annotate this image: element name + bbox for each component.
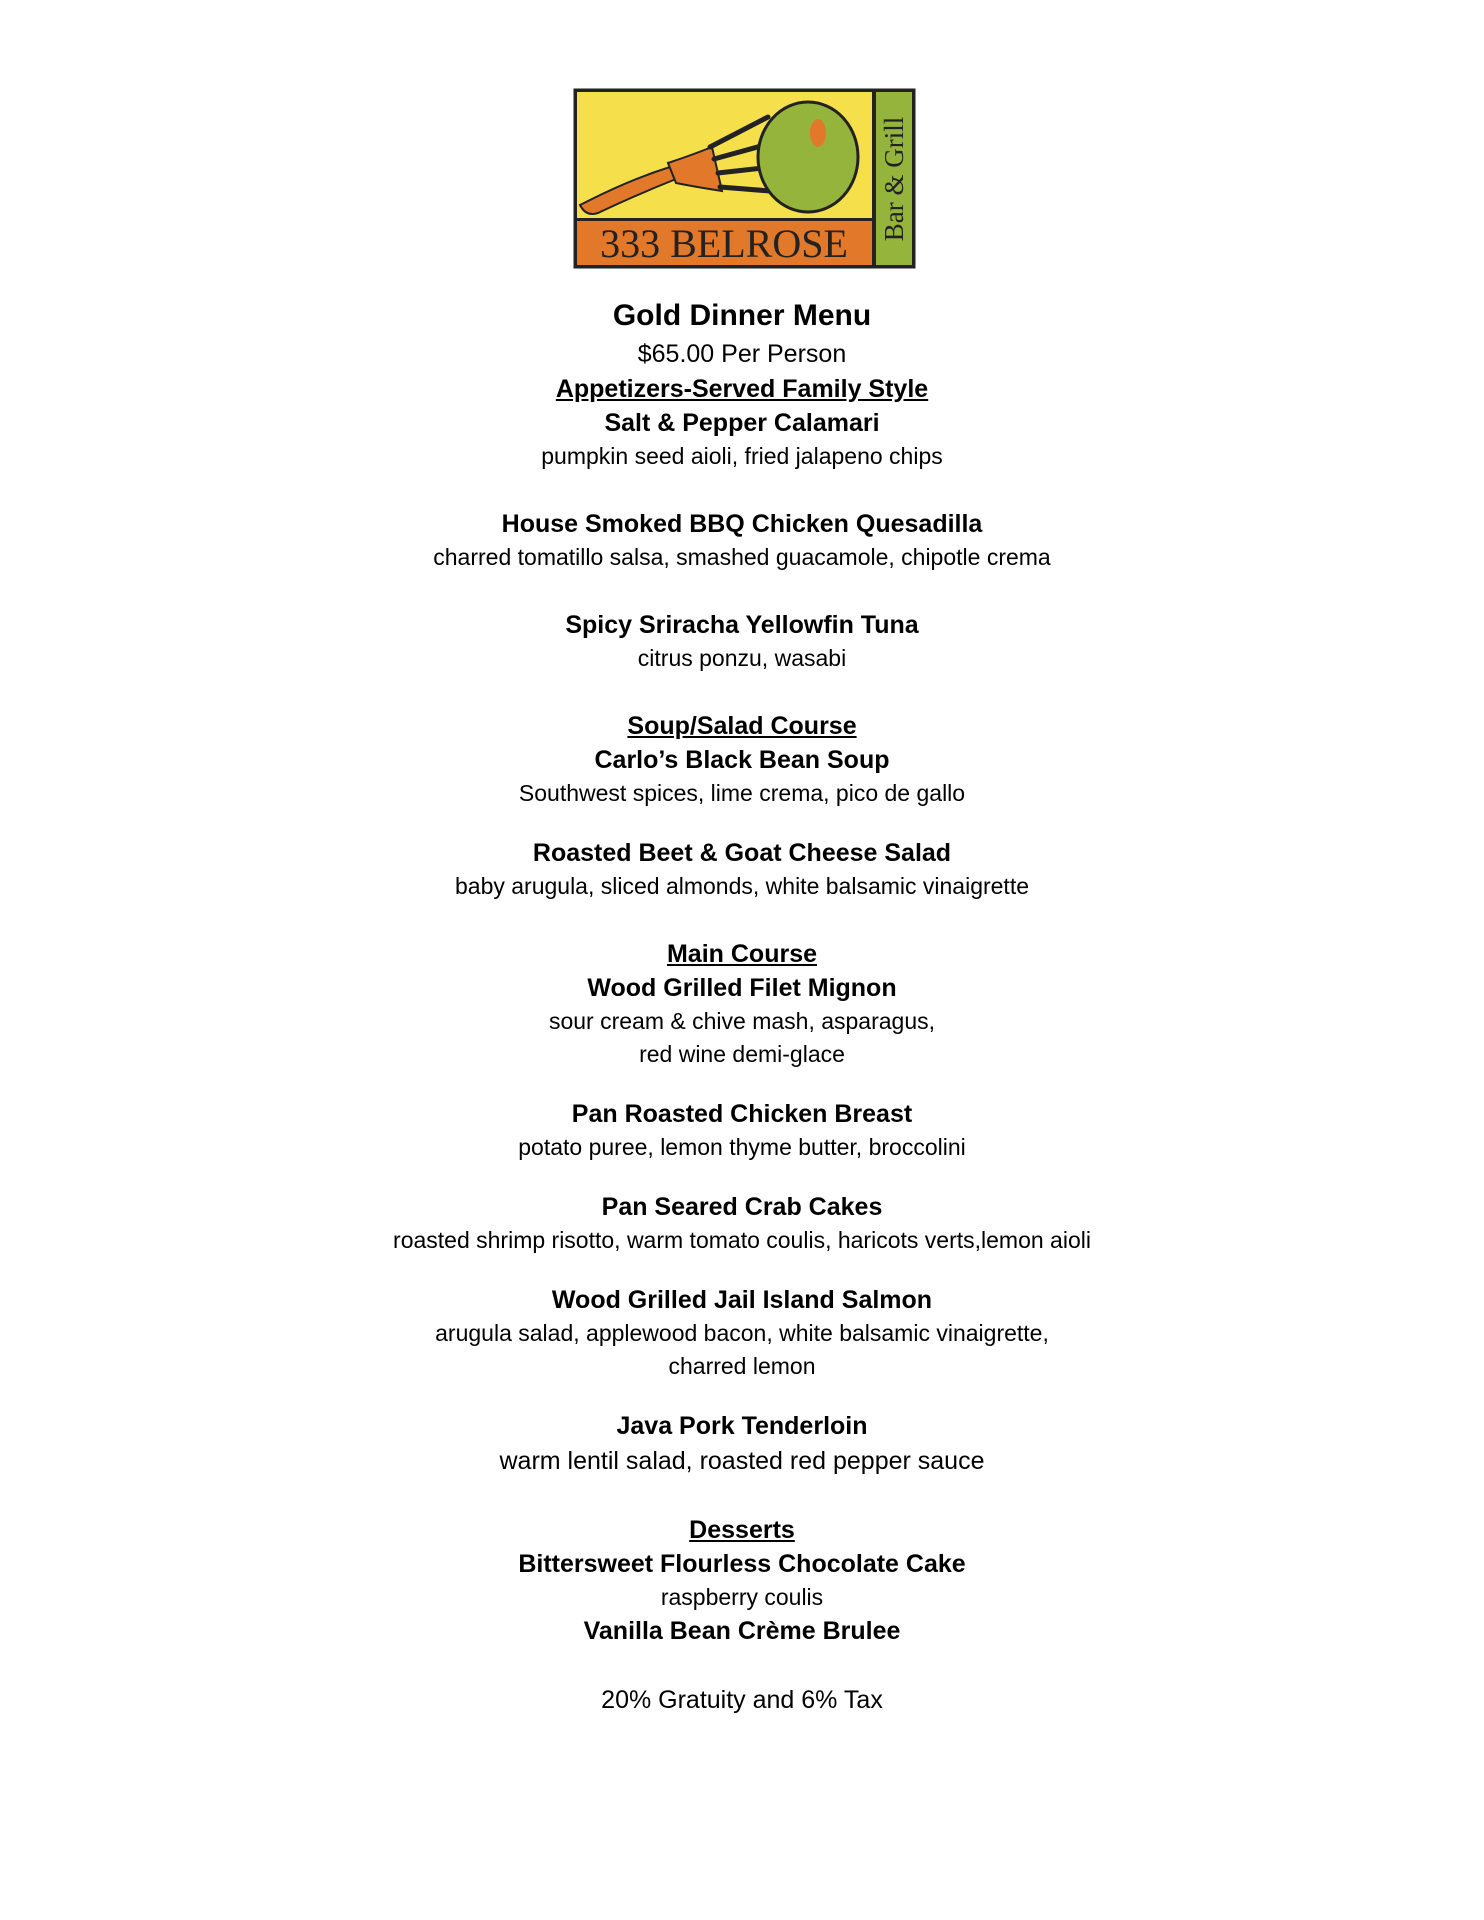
olive-icon: [758, 102, 858, 212]
menu-content: [0, 296, 1484, 1718]
menu-item-desc: citrus ponzu, wasabi: [637, 645, 847, 671]
olive-pimento-icon: [810, 119, 826, 147]
menu-item-desc: raspberry coulis: [660, 1584, 824, 1610]
logo-graphic: [572, 87, 917, 270]
gratuity-tax-note: 20% Gratuity and 6% Tax: [601, 1686, 883, 1714]
section-heading-main-course: Main Course: [666, 940, 818, 968]
menu-item-name: Spicy Sriracha Yellowfin Tuna: [565, 611, 919, 639]
menu-title: Gold Dinner Menu: [612, 299, 872, 332]
menu-item-desc: charred lemon: [668, 1353, 816, 1379]
menu-price: $65.00 Per Person: [637, 340, 847, 368]
menu-item-desc: sour cream & chive mash, asparagus,: [548, 1008, 936, 1034]
menu-item-name: Bittersweet Flourless Chocolate Cake: [518, 1550, 966, 1578]
section-heading-soup-salad: Soup/Salad Course: [627, 712, 857, 740]
menu-item-desc: baby arugula, sliced almonds, white balsamic vinaigrette: [454, 873, 1030, 899]
menu-item-desc: pumpkin seed aioli, fried jalapeno chips: [541, 443, 943, 469]
menu-item-desc: Southwest spices, lime crema, pico de gallo: [518, 780, 966, 806]
menu-item-desc: red wine demi-glace: [639, 1041, 845, 1067]
menu-item-name: Vanilla Bean Crème Brulee: [583, 1617, 901, 1645]
menu-item-name: House Smoked BBQ Chicken Quesadilla: [501, 510, 983, 538]
menu-item-name: Pan Roasted Chicken Breast: [571, 1100, 913, 1128]
menu-item-desc: roasted shrimp risotto, warm tomato coulis, haricots verts,lemon aioli: [393, 1227, 1091, 1253]
menu-item-name: Roasted Beet & Goat Cheese Salad: [532, 839, 952, 867]
menu-item-name: Salt & Pepper Calamari: [604, 409, 880, 437]
menu-item-name: Wood Grilled Filet Mignon: [587, 974, 897, 1002]
menu-item-name: Carlo’s Black Bean Soup: [594, 746, 890, 774]
restaurant-logo: [572, 87, 917, 270]
section-heading-appetizers: Appetizers-Served Family Style: [555, 375, 929, 403]
logo-brand-text: 333 BELROSE: [600, 221, 848, 266]
menu-item-desc: charred tomatillo salsa, smashed guacamole, chipotle crema: [433, 544, 1051, 570]
logo-side-text: Bar & Grill: [879, 116, 909, 242]
menu-item-name: Pan Seared Crab Cakes: [601, 1193, 883, 1221]
menu-item-desc: arugula salad, applewood bacon, white balsamic vinaigrette,: [435, 1320, 1049, 1346]
menu-item-desc: potato puree, lemon thyme butter, broccolini: [518, 1134, 966, 1160]
menu-item-desc: warm lentil salad, roasted red pepper sauce: [499, 1447, 985, 1475]
menu-item-name: Wood Grilled Jail Island Salmon: [551, 1286, 933, 1314]
section-heading-desserts: Desserts: [689, 1516, 795, 1544]
menu-item-name: Java Pork Tenderloin: [616, 1412, 868, 1440]
